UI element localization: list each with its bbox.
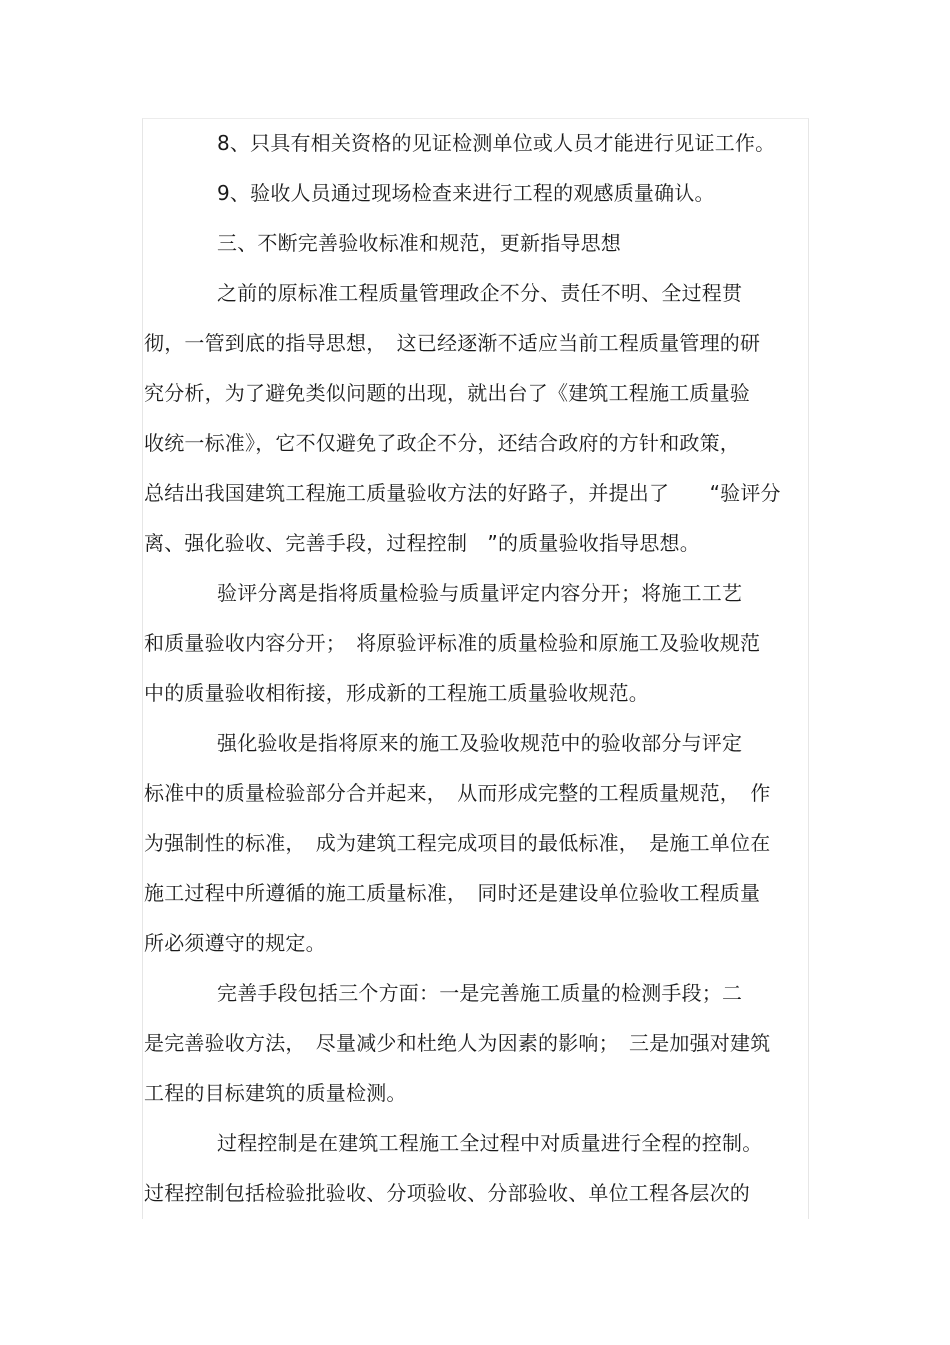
text-line: 之前的原标准工程质量管理政企不分、责任不明、全过程贯 <box>217 281 743 305</box>
text-line: 究分析，为了避免类似问题的出现，就出台了《建筑工程施工质量验 <box>144 381 750 405</box>
text-line: 9、验收人员通过现场检查来进行工程的观感质量确认。 <box>217 181 715 205</box>
text-line: 强化验收是指将原来的施工及验收规范中的验收部分与评定 <box>217 731 743 755</box>
section-heading: 三、不断完善验收标准和规范，更新指导思想 <box>217 231 621 255</box>
text-line: 和质量验收内容分开； 将原验评标准的质量检验和原施工及验收规范 <box>144 631 761 655</box>
text-line: 过程控制包括检验批验收、分项验收、分部验收、单位工程各层次的 <box>144 1181 750 1205</box>
text-line: 工程的目标建筑的质量检测。 <box>144 1081 407 1105</box>
text-line: 完善手段包括三个方面：一是完善施工质量的检测手段；二 <box>217 981 743 1005</box>
text-line: 收统一标准》，它不仅避免了政企不分，还结合政府的方针和政策， <box>144 431 740 455</box>
text-line: 离、强化验收、完善手段，过程控制 ”的质量验收指导思想。 <box>144 531 700 555</box>
text-line: 是完善验收方法， 尽量减少和杜绝人为因素的影响； 三是加强对建筑 <box>144 1031 771 1055</box>
text-line: 验评分离是指将质量检验与质量评定内容分开；将施工工艺 <box>217 581 743 605</box>
text-line: 8、只具有相关资格的见证检测单位或人员才能进行见证工作。 <box>217 131 776 155</box>
text-line: 为强制性的标准， 成为建筑工程完成项目的最低标准， 是施工单位在 <box>144 831 771 855</box>
text-line: 彻，一管到底的指导思想， 这已经逐渐不适应当前工程质量管理的研 <box>144 331 761 355</box>
text-line: 总结出我国建筑工程施工质量验收方法的好路子，并提出了 “验评分 <box>144 481 781 505</box>
text-line: 所必须遵守的规定。 <box>144 931 326 955</box>
text-line: 过程控制是在建筑工程施工全过程中对质量进行全程的控制。 <box>217 1131 763 1155</box>
text-line: 中的质量验收相衔接，形成新的工程施工质量验收规范。 <box>144 681 649 705</box>
text-line: 施工过程中所遵循的施工质量标准， 同时还是建设单位验收工程质量 <box>144 881 761 905</box>
text-line: 标准中的质量检验部分合并起来， 从而形成完整的工程质量规范， 作 <box>144 781 771 805</box>
document-body <box>144 124 806 1224</box>
